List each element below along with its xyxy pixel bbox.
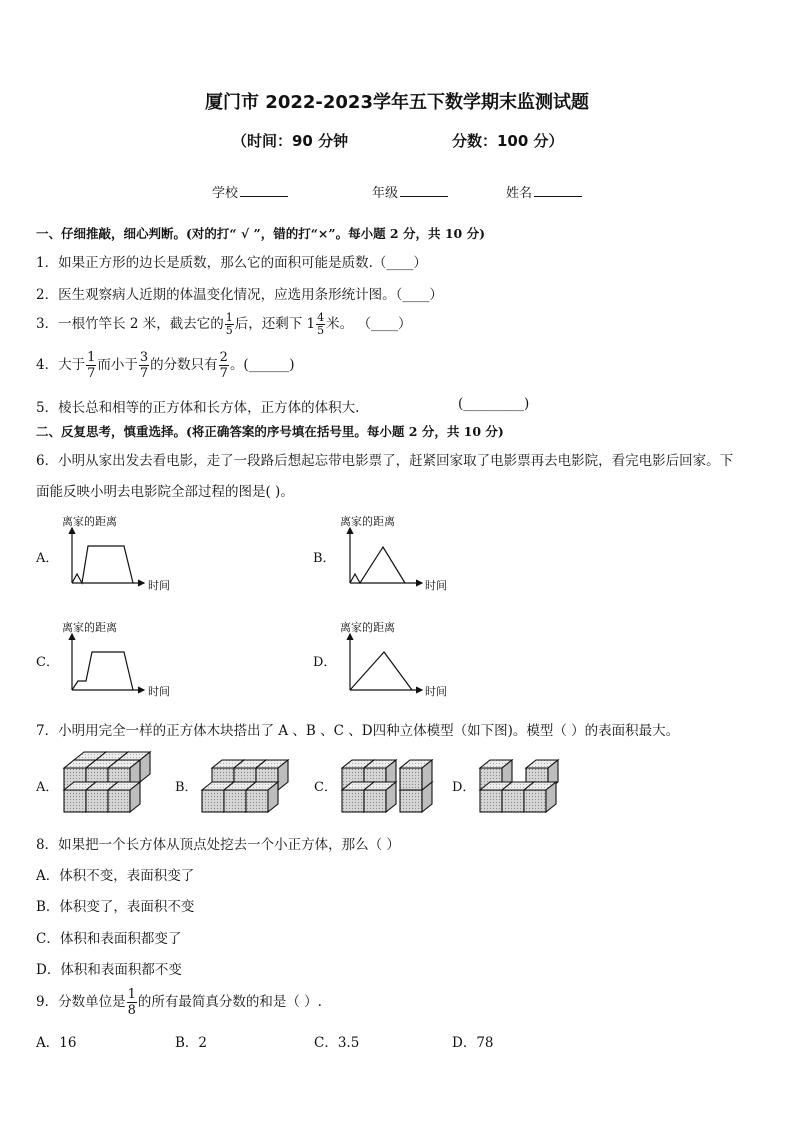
- q9-option-d[interactable]: D．78: [452, 1035, 494, 1051]
- exam-score: 分数：100 分）: [452, 132, 564, 150]
- q9-fraction: $\frac{1}{8}$: [127, 987, 136, 1018]
- q9-option-c[interactable]: C．3.5: [314, 1035, 360, 1051]
- question-6-line-2: 面能反映小明去电影院全部过程的图是( )。: [36, 484, 294, 500]
- page-title: 厦门市 2022-2023学年五下数学期末监测试题: [205, 92, 589, 113]
- question-9: [36, 987, 322, 1018]
- q6-option-d-label[interactable]: D．: [313, 655, 337, 670]
- school-label: 学校: [212, 186, 239, 201]
- q9-option-a[interactable]: A．16: [36, 1035, 77, 1051]
- q8-option-c[interactable]: C．体积和表面积都变了: [36, 931, 182, 947]
- cube-c-right-top: [400, 760, 432, 790]
- q8-option-d[interactable]: D．体积和表面积都不变: [36, 962, 182, 978]
- question-2: 2．医生观察病人近期的体温变化情况，应选用条形统计图。（____）: [36, 287, 443, 303]
- q3-text-b: 后，还剩下 1: [234, 316, 316, 332]
- q3-text-c: 米。 （____）: [326, 316, 412, 332]
- cube-a-bottom-2: [108, 782, 140, 812]
- q4-text-d: 。(______): [229, 357, 295, 373]
- q3-fraction-1: $\frac{1}{5}$: [225, 311, 233, 337]
- graph-c-xlabel: 时间: [148, 685, 170, 698]
- q6-option-a-label[interactable]: A．: [36, 551, 59, 566]
- cube-d-bottom-2: [524, 782, 556, 812]
- grade-label: 年级: [372, 186, 399, 201]
- q4-fraction-3: $\frac{2}{7}$: [219, 350, 228, 381]
- q4-text-a: 4．大于: [36, 357, 86, 373]
- cube-c-bottom-1: [364, 782, 396, 812]
- q4-fraction-1: $\frac{1}{7}$: [87, 350, 96, 381]
- graph-d-ylabel: 离家的距离: [340, 621, 395, 634]
- question-1: 1．如果正方形的边长是质数，那么它的面积可能是质数.（____）: [36, 255, 427, 271]
- section-2-heading: 二、反复思考，慎重选择。(将正确答案的序号填在括号里。每小题 2 分，共 10 分): [36, 424, 504, 439]
- q7-option-c-label[interactable]: C．: [314, 780, 337, 795]
- q7-option-d-label[interactable]: D．: [452, 780, 476, 795]
- q6-option-c-label[interactable]: C．: [36, 655, 59, 670]
- exam-time: （时间：90 分钟: [232, 132, 349, 150]
- q8-option-b[interactable]: B．体积变了，表面积不变: [36, 899, 195, 915]
- graph-c-ylabel: 离家的距离: [62, 621, 117, 634]
- q7-option-b-label[interactable]: B．: [175, 780, 198, 795]
- q7-option-a-label[interactable]: A．: [36, 780, 59, 795]
- q8-option-a[interactable]: A．体积不变，表面积变了: [36, 868, 195, 884]
- q9-text-b: 的所有最简真分数的和是（ ）.: [137, 994, 322, 1010]
- question-7: 7．小明用完全一样的正方体木块搭出了 A 、B 、C 、D四种立体模型（如下图)。模型（ ）的表面积最大。: [36, 723, 680, 739]
- q9-text-a: 9．分数单位是: [36, 994, 126, 1010]
- graph-b-ylabel: 离家的距离: [340, 515, 395, 528]
- question-8: 8．如果把一个长方体从顶点处挖去一个小正方体，那么（ ）: [36, 837, 400, 853]
- q6-option-b-label[interactable]: B．: [313, 551, 336, 566]
- question-5: 5．棱长总和相等的正方体和长方体，正方体的体积大.: [36, 400, 360, 416]
- q9-option-b[interactable]: B．2: [175, 1035, 208, 1051]
- section-1-heading: 一、仔细推敲，细心判断。(对的打“ √ ”，错的打“×”。每小题 2 分，共 10 分): [36, 226, 485, 241]
- name-label: 姓名: [506, 186, 533, 201]
- graph-b-xlabel: 时间: [425, 579, 447, 592]
- q3-text-a: 3．一根竹竿长 2 米，截去它的: [36, 316, 224, 332]
- q3-fraction-2: $\frac{4}{5}$: [317, 311, 325, 337]
- question-6-line-1: 6．小明从家出发去看电影，走了一段路后想起忘带电影票了，赶紧回家取了电影票再去电影院，看完电影后回家。下: [36, 453, 734, 469]
- question-5-blank[interactable]: (_________): [458, 396, 530, 412]
- cube-b-bottom-2: [246, 782, 278, 812]
- graph-d-xlabel: 时间: [425, 685, 447, 698]
- q4-fraction-2: $\frac{3}{7}$: [139, 350, 149, 381]
- graph-a-ylabel: 离家的距离: [62, 515, 117, 528]
- q4-text-b: 而小于: [97, 357, 138, 373]
- q4-text-c: 的分数只有: [150, 357, 218, 373]
- graph-a-xlabel: 时间: [148, 579, 170, 592]
